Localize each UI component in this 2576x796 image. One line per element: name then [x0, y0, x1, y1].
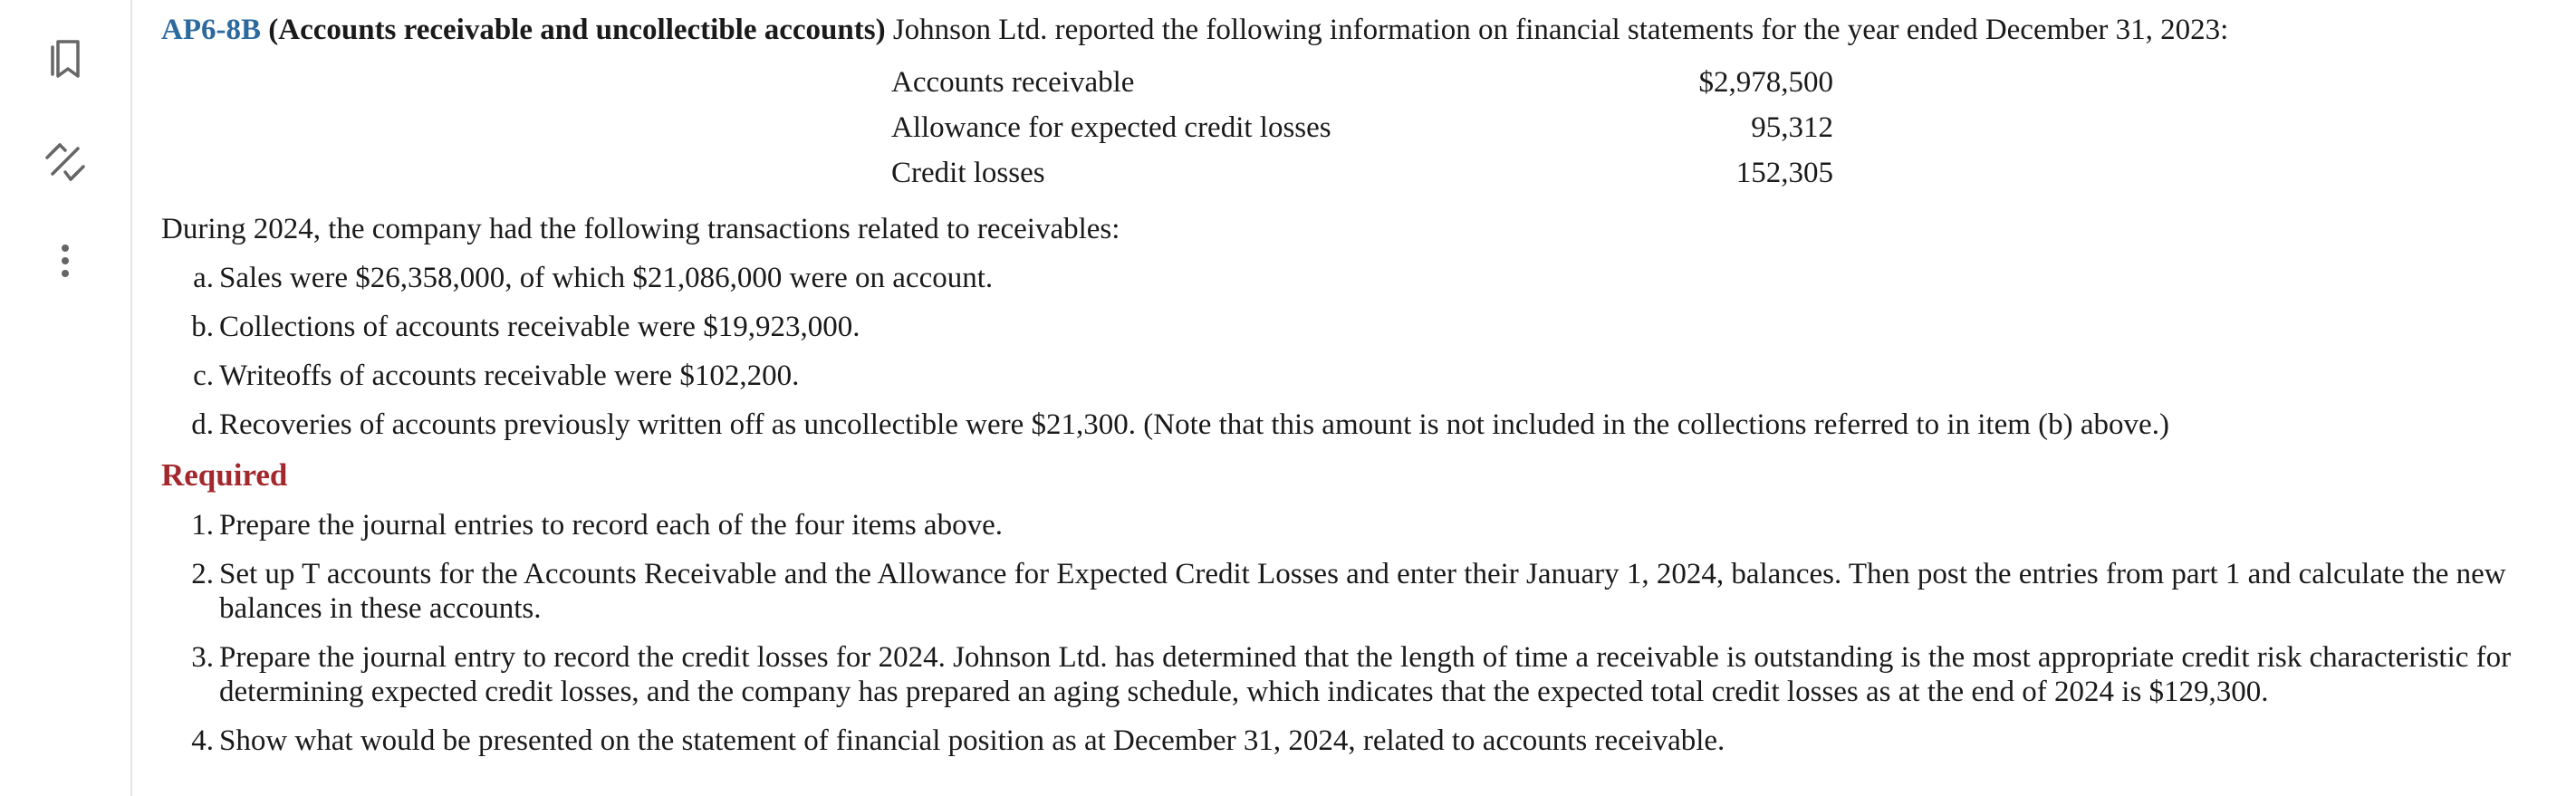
list-item-text: Prepare the journal entries to record each of the four items above.: [219, 509, 1003, 542]
list-item-text: Writeoffs of accounts receivable were $102,200.: [219, 360, 800, 392]
list-item: [161, 724, 2562, 758]
row-label: Accounts receivable: [891, 66, 1135, 99]
problem-title: (Accounts receivable and uncollectible accounts): [268, 14, 886, 46]
table-row: [891, 156, 1833, 201]
problem-header: [161, 13, 2228, 47]
required-heading: Required: [161, 457, 288, 493]
row-label: Credit losses: [891, 157, 1045, 189]
list-item-text: Collections of accounts receivable were $19,923,000.: [219, 311, 860, 343]
list-item-text: Recoveries of accounts previously written off as uncollectible were $21,300. (Note that this amount is not included in the collections referred to in item (b) above.): [219, 408, 2169, 441]
bookmark-icon: [47, 36, 83, 80]
list-item-text: Set up T accounts for the Accounts Receivable and the Allowance for Expected Credit Losses and enter their January 1, 2024, balances. Then post the entries from part 1 and calculate the new balances in these accounts.: [219, 558, 2506, 625]
row-value: 95,312: [1751, 111, 1833, 144]
bookmark-button[interactable]: [38, 31, 92, 85]
table-row: [891, 110, 1833, 156]
list-marker: d.: [191, 408, 214, 441]
list-marker: c.: [193, 360, 214, 392]
list-item: [161, 640, 2562, 709]
list-marker: 2.: [191, 558, 214, 590]
list-item: [161, 359, 2562, 408]
list-item: [161, 310, 2562, 359]
left-toolbar: [0, 0, 132, 796]
list-item: [161, 408, 2562, 456]
problem-code[interactable]: AP6-8B: [161, 14, 261, 46]
list-item-text: Sales were $26,358,000, of which $21,086,000 were on account.: [219, 262, 994, 294]
more-options-button[interactable]: [38, 234, 92, 288]
list-item: [161, 508, 2562, 542]
transactions-intro: During 2024, the company had the following transactions related to receivables:: [161, 213, 1120, 245]
row-value: 152,305: [1735, 157, 1833, 189]
list-marker: a.: [193, 262, 214, 294]
transactions-list: [161, 261, 2562, 456]
list-item: [161, 557, 2562, 626]
problem-intro: Johnson Ltd. reported the following information on financial statements for the year ended December 31, 2023:: [892, 14, 2229, 46]
list-item-text: Prepare the journal entry to record the credit losses for 2024. Johnson Ltd. has determined that the length of time a receivable is outstanding is the most appropriate credit risk characteristic for determining expected credit losses, and the company has prepared an aging schedule, which indicates that the expected total credit losses as at the end of 2024 is $129,300.: [219, 641, 2512, 708]
list-marker: 3.: [191, 641, 214, 674]
list-marker: 4.: [191, 724, 214, 757]
list-item-text: Show what would be presented on the statement of financial position as at December 31, 2024, related to accounts receivable.: [219, 724, 1725, 757]
expand-button[interactable]: [38, 134, 92, 188]
list-marker: 1.: [191, 509, 214, 542]
row-value: $2,978,500: [1698, 66, 1833, 99]
requirements-list: [161, 508, 2562, 772]
financial-info-table: [891, 65, 1833, 201]
more-options-icon: [59, 243, 72, 279]
problem-content: [161, 0, 2562, 796]
expand-icon: [43, 139, 87, 183]
table-row: [891, 65, 1833, 110]
list-marker: b.: [191, 311, 214, 343]
row-label: Allowance for expected credit losses: [891, 111, 1331, 144]
list-item: [161, 261, 2562, 310]
